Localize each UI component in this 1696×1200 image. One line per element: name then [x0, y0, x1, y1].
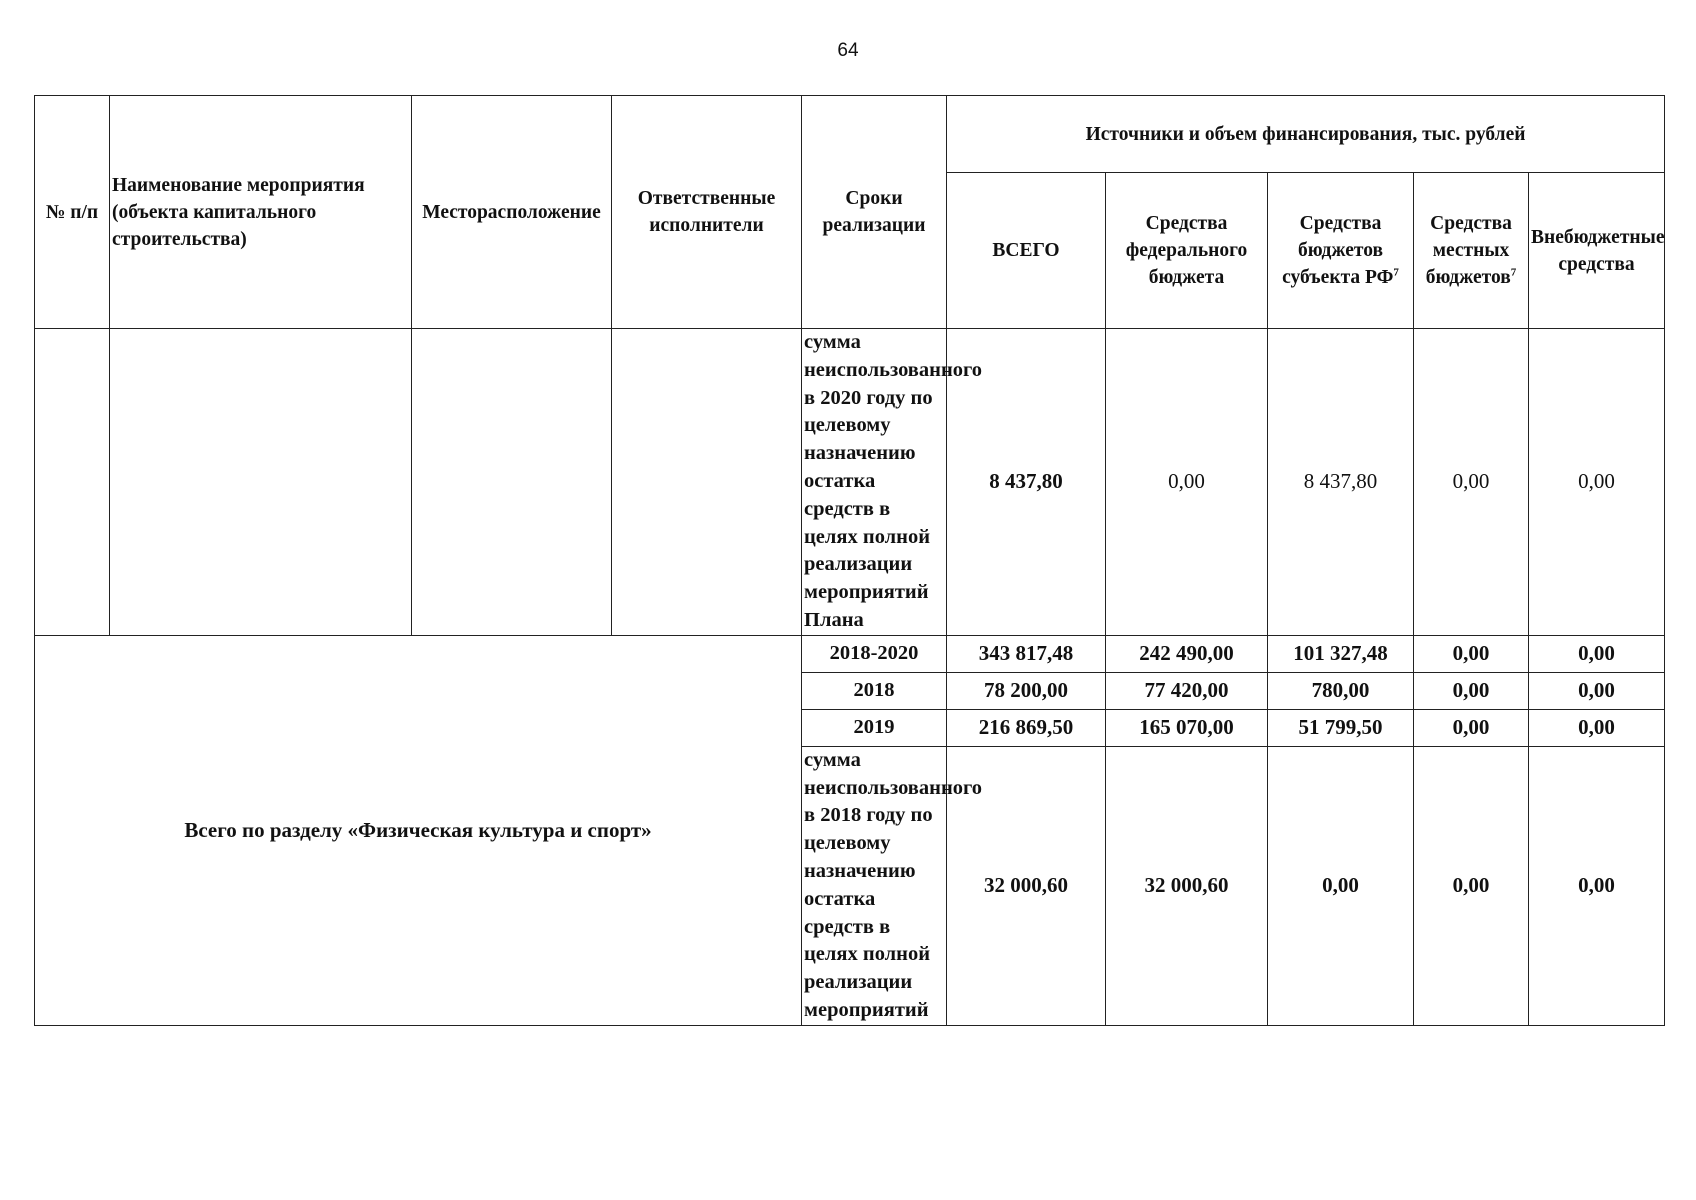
cell-total: 216 869,50 — [947, 709, 1106, 746]
header-subject-footnote: 7 — [1393, 266, 1399, 279]
header-financing-group: Источники и объем финансирования, тыс. рублей — [947, 96, 1665, 173]
cell-term: 2018-2020 — [802, 635, 947, 672]
cell-federal: 165 070,00 — [1106, 709, 1268, 746]
header-extra: Внебюджетные средства — [1529, 173, 1665, 329]
cell-subject: 0,00 — [1268, 746, 1414, 1025]
header-total: ВСЕГО — [947, 173, 1106, 329]
header-local — [1414, 173, 1529, 329]
cell-term: 2018 — [802, 672, 947, 709]
cell-federal: 32 000,60 — [1106, 746, 1268, 1025]
header-local-footnote: 7 — [1510, 266, 1517, 279]
cell-responsible — [612, 329, 802, 636]
cell-local: 0,00 — [1414, 329, 1529, 636]
cell-local: 0,00 — [1414, 672, 1529, 709]
row-total-2018-2020 — [35, 635, 1665, 672]
cell-subject: 8 437,80 — [1268, 329, 1414, 636]
cell-federal: 0,00 — [1106, 329, 1268, 636]
cell-total: 8 437,80 — [947, 329, 1106, 636]
page-number: 64 — [837, 40, 859, 61]
cell-federal: 77 420,00 — [1106, 672, 1268, 709]
header-local-text: Средства местных бюджетов — [1425, 213, 1512, 288]
cell-federal: 242 490,00 — [1106, 635, 1268, 672]
header-location: Месторасположение — [412, 96, 612, 329]
cell-local: 0,00 — [1414, 635, 1529, 672]
header-name: Наименование мероприятия (объекта капитального строительства) — [110, 96, 412, 329]
financing-table — [34, 95, 1665, 1026]
cell-num — [35, 329, 110, 636]
cell-term: 2019 — [802, 709, 947, 746]
header-num: № п/п — [35, 96, 110, 329]
cell-total: 78 200,00 — [947, 672, 1106, 709]
cell-total: 32 000,60 — [947, 746, 1106, 1025]
cell-extra: 0,00 — [1529, 672, 1665, 709]
cell-term: сумма неиспользованного в 2018 году по целевому назначению остатка средств в целях полной реализации мероприятий — [802, 746, 947, 1025]
cell-subject: 101 327,48 — [1268, 635, 1414, 672]
cell-local: 0,00 — [1414, 709, 1529, 746]
cell-name — [110, 329, 412, 636]
cell-total: 343 817,48 — [947, 635, 1106, 672]
header-federal: Средства федерального бюджета — [1106, 173, 1268, 329]
header-responsible: Ответственные исполнители — [612, 96, 802, 329]
cell-subject: 780,00 — [1268, 672, 1414, 709]
cell-extra: 0,00 — [1529, 329, 1665, 636]
header-subject-text: Средства бюджетов субъекта РФ — [1282, 213, 1394, 288]
cell-location — [412, 329, 612, 636]
header-row-1 — [35, 96, 1665, 173]
header-subject — [1268, 173, 1414, 329]
cell-extra: 0,00 — [1529, 709, 1665, 746]
header-terms: Сроки реализации — [802, 96, 947, 329]
section-total-label: Всего по разделу «Физическая культура и спорт» — [35, 635, 802, 1025]
cell-extra: 0,00 — [1529, 746, 1665, 1025]
row-unused-2020 — [35, 329, 1665, 636]
cell-subject: 51 799,50 — [1268, 709, 1414, 746]
cell-extra: 0,00 — [1529, 635, 1665, 672]
cell-local: 0,00 — [1414, 746, 1529, 1025]
cell-term: сумма неиспользованного в 2020 году по целевому назначению остатка средств в целях полной реализации мероприятий Плана — [802, 329, 947, 636]
